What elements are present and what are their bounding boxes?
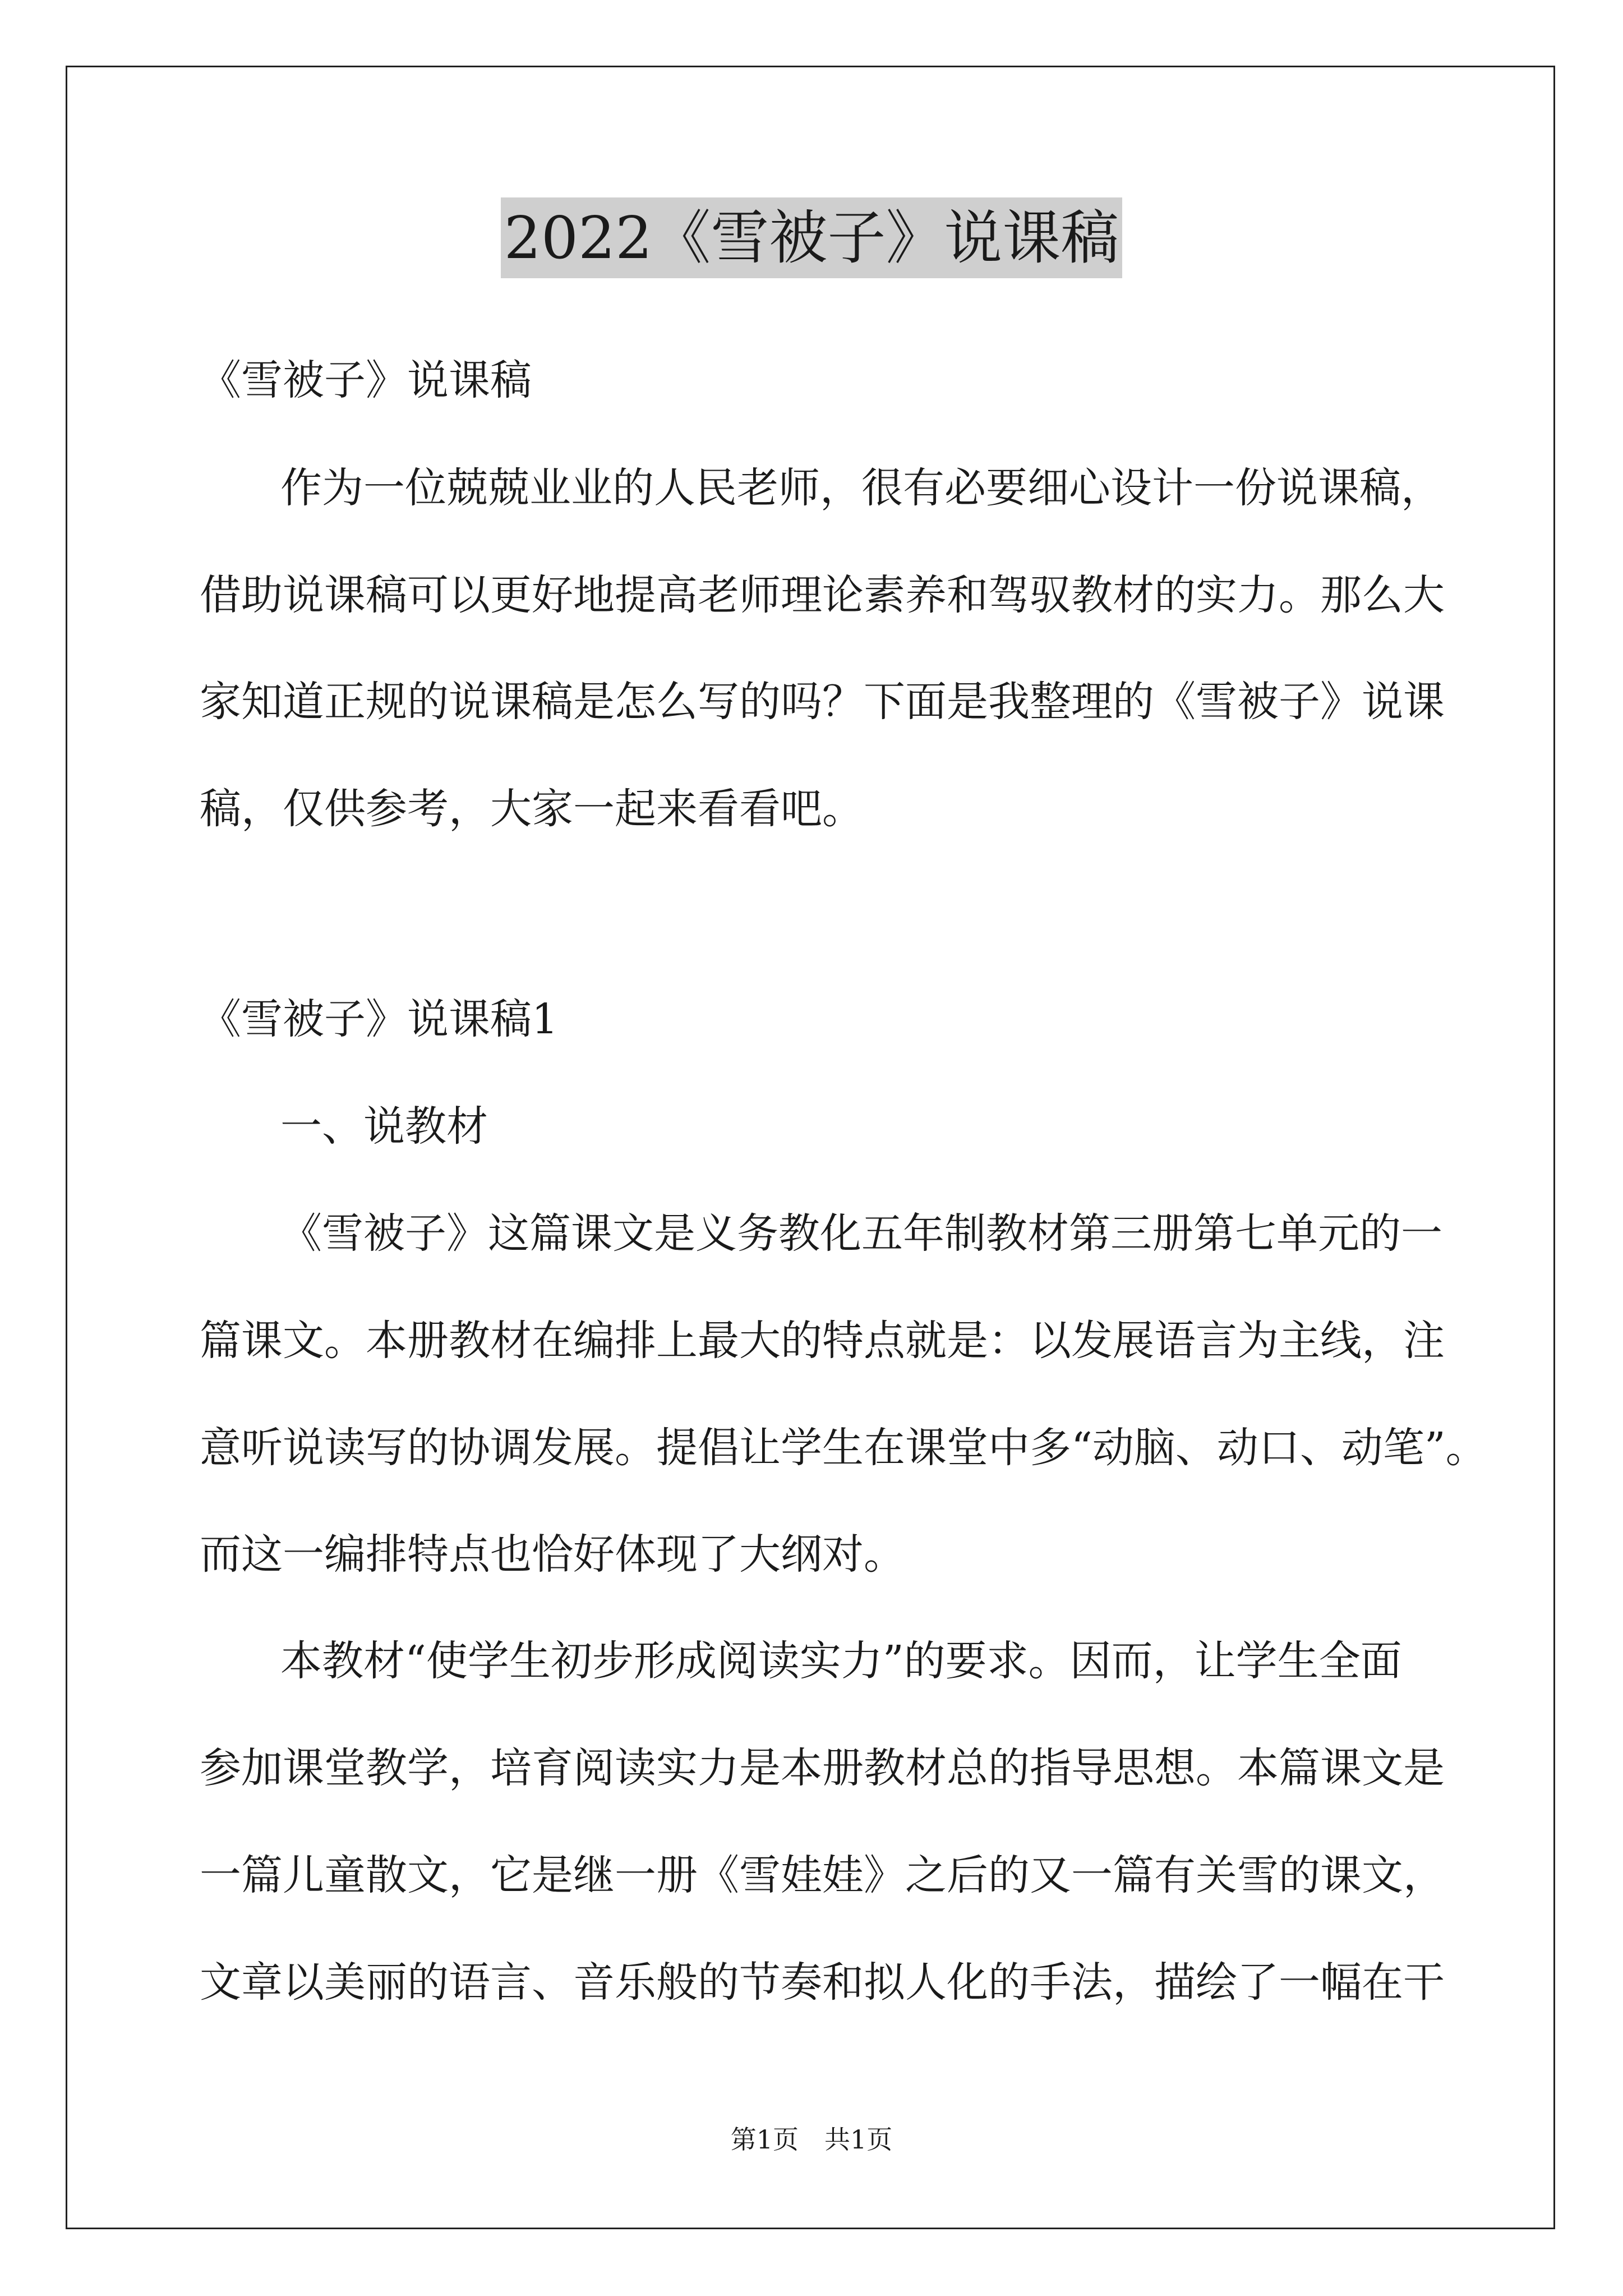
- para1-line: 篇课文。本册教材在编排上最大的特点就是：以发展语言为主线，注: [200, 1317, 1445, 1365]
- intro-line: 稿，仅供参考，大家一起来看看吧。: [200, 785, 864, 833]
- para2-line: 本教材“使学生初步形成阅读实力”的要求。因而，让学生全面: [280, 1637, 1402, 1685]
- page-footer: 第1页 共1页: [730, 2124, 893, 2155]
- intro-line: 借助说课稿可以更好地提高老师理论素养和驾驭教材的实力。那么大: [200, 571, 1445, 619]
- para2-line: 参加课堂教学，培育阅读实力是本册教材总的指导思想。本篇课文是: [200, 1744, 1445, 1792]
- intro-line: 作为一位兢兢业业的人民老师，很有必要细心设计一份说课稿，: [280, 464, 1442, 512]
- doc-subtitle: 《雪被子》说课稿: [200, 356, 532, 404]
- title-wrap: [0, 197, 1623, 278]
- section-heading: 《雪被子》说课稿1: [200, 995, 559, 1043]
- para1-line: 意听说读写的协调发展。提倡让学生在课堂中多“动脑、动口、动笔”。: [200, 1424, 1487, 1472]
- subsection-heading: 一、说教材: [280, 1102, 488, 1151]
- document-title: 2022《雪被子》说课稿: [501, 197, 1123, 278]
- intro-line: 家知道正规的说课稿是怎么写的吗？下面是我整理的《雪被子》说课: [200, 678, 1445, 726]
- para2-line: 一篇儿童散文，它是继一册《雪娃娃》之后的又一篇有关雪的课文，: [200, 1851, 1445, 1899]
- para1-line: 而这一编排特点也恰好体现了大纲对。: [200, 1530, 905, 1579]
- para2-line: 文章以美丽的语言、音乐般的节奏和拟人化的手法，描绘了一幅在干: [200, 1958, 1445, 2007]
- para1-line: 《雪被子》这篇课文是义务教化五年制教材第三册第七单元的一: [280, 1209, 1442, 1258]
